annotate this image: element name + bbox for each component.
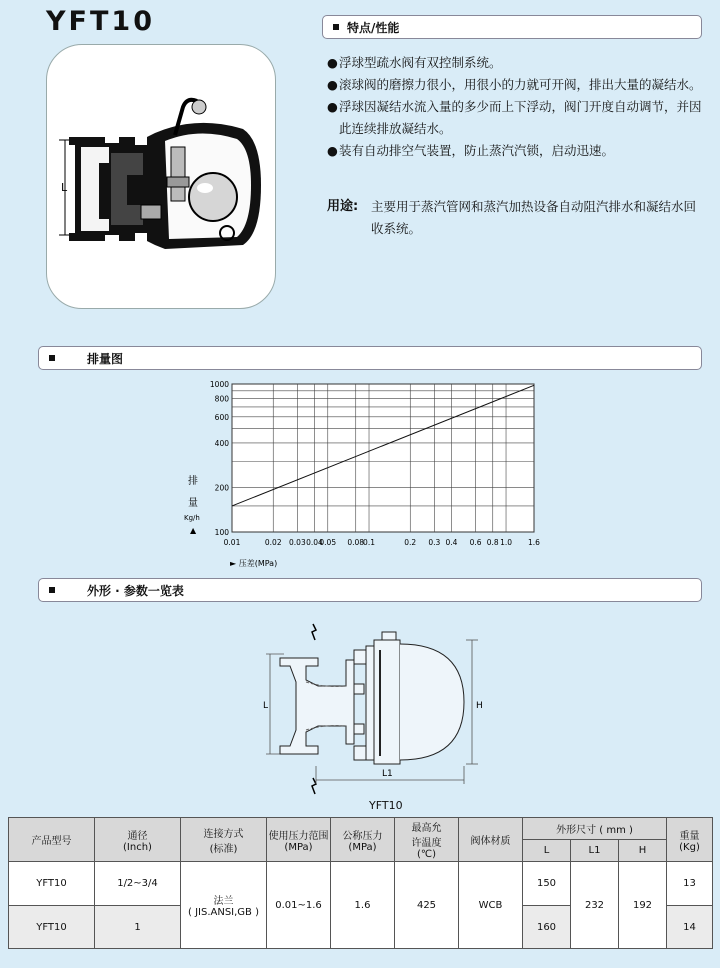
cell-bore: 1/2~3/4 [95, 862, 181, 906]
chart-x-tick-label: 0.2 [404, 538, 417, 547]
bullet-dot: ● [327, 55, 338, 70]
chart-heading: 排量图 [87, 351, 124, 366]
spec-table [8, 817, 713, 949]
chart-y-tick-label: 1000 [209, 380, 229, 389]
chart-y-tick-label: 100 [214, 528, 229, 537]
bullet-square-icon [333, 24, 339, 30]
feature-item: ● 滚球阀的磨擦力很小，用很小的力就可开阀，排出大量的凝结水。 [327, 74, 707, 96]
cell-bore: 1 [95, 906, 181, 949]
th-max-temp: 最高允 许温度 (℃) [395, 818, 459, 862]
drawing-label-l: L [263, 701, 269, 711]
chart-x-tick-label: 0.04 [306, 538, 323, 547]
cell-weight: 13 [667, 862, 713, 906]
features-list [327, 52, 707, 162]
features-heading-bar [322, 15, 702, 39]
cell-weight: 14 [667, 906, 713, 949]
th-weight: 重量 (Kg) [667, 818, 713, 862]
chart-x-tick-label: 0.03 [289, 538, 306, 547]
drawing-label-l1: L1 [382, 769, 393, 779]
th-pressure-range: 使用压力范围 (MPa) [267, 818, 331, 862]
chart-ylabel-char-2: 量 [188, 498, 198, 509]
dimension-drawing [250, 620, 510, 798]
bullet-dot: ● [327, 99, 338, 114]
cell-model: YFT10 [9, 906, 95, 949]
chart-y-tick-label: 800 [214, 394, 229, 404]
discharge-capacity-chart [176, 376, 556, 576]
drawing-caption: YFT10 [369, 799, 403, 812]
bullet-dot: ● [327, 143, 338, 158]
cell-dim-l: 150 [523, 862, 571, 906]
cell-dim-h: 192 [619, 862, 667, 949]
cell-material: WCB [459, 862, 523, 949]
th-dim-l1: L1 [571, 840, 619, 862]
chart-ylabel-char-1: 排 [188, 476, 198, 487]
cell-pressure-range: 0.01~1.6 [267, 862, 331, 949]
th-dim-l: L [523, 840, 571, 862]
usage-block [327, 196, 707, 240]
photo-dim-l: L [61, 181, 68, 194]
th-bore: 通径 (Inch) [95, 818, 181, 862]
th-dim-h: H [619, 840, 667, 862]
cell-max-temp: 425 [395, 862, 459, 949]
cell-dim-l: 160 [523, 906, 571, 949]
chart-x-tick-label: 0.08 [347, 538, 365, 547]
product-title: YFT10 [46, 6, 155, 37]
th-nominal-pressure: 公称压力 (MPa) [331, 818, 395, 862]
chart-x-tick-label: 0.4 [445, 538, 458, 547]
bullet-dot: ● [327, 77, 338, 92]
feature-item: ● 装有自动排空气装置，防止蒸汽汽锁，启动迅速。 [327, 140, 707, 162]
chart-y-tick-label: 600 [214, 412, 229, 422]
bullet-square-icon [49, 355, 55, 361]
cell-connection: 法兰 ( JIS.ANSI,GB ) [181, 862, 267, 949]
th-connection: 连接方式 (标准) [181, 818, 267, 862]
chart-x-tick-label: 0.8 [486, 538, 499, 547]
cell-nominal-pressure: 1.6 [331, 862, 395, 949]
chart-heading-bar [38, 346, 702, 370]
chart-x-tick-label: 0.6 [469, 538, 482, 547]
chart-x-tick-labels [224, 538, 541, 547]
th-material: 阀体材质 [459, 818, 523, 862]
chart-x-tick-label: 1.0 [500, 538, 513, 547]
chart-y-tick-label: 400 [214, 438, 229, 448]
usage-text: 主要用于蒸汽管网和蒸汽加热设备自动阻汽排水和凝结水回收系统。 [371, 199, 697, 236]
table-row [9, 862, 713, 906]
chart-x-tick-label: 0.05 [319, 538, 337, 547]
chart-grid [232, 384, 534, 532]
feature-item: ● 浮球型疏水阀有双控制系统。 [327, 52, 707, 74]
chart-x-tick-label: 0.02 [264, 538, 282, 547]
usage-label: 用途: [327, 199, 359, 214]
chart-ylabel-marker: ▲ [190, 526, 197, 535]
cell-dim-l1: 232 [571, 862, 619, 949]
drawing-label-h: H [476, 701, 483, 711]
th-dims: 外形尺寸 ( mm ) [523, 818, 667, 840]
chart-y-tick-labels [210, 380, 229, 537]
th-model: 产品型号 [9, 818, 95, 862]
features-heading: 特点/性能 [347, 20, 400, 35]
feature-item: ● 浮球因凝结水流入量的多少而上下浮动，阀门开度自动调节，并因此连续排放凝结水。 [327, 96, 707, 140]
dims-heading-bar [38, 578, 702, 602]
chart-y-tick-label: 200 [214, 483, 229, 493]
bullet-square-icon [49, 587, 55, 593]
chart-plot-area [232, 384, 534, 532]
chart-x-tick-label: 1.6 [528, 538, 540, 547]
product-photo [46, 44, 276, 309]
chart-x-tick-label: 0.1 [363, 538, 375, 547]
chart-ylabel-unit: Kg/h [184, 514, 200, 522]
chart-x-tick-label: 0.3 [428, 538, 441, 547]
steam-trap-cutaway-illustration [47, 45, 277, 310]
dims-heading: 外形 · 参数一览表 [87, 583, 184, 598]
chart-xlabel: ► 压差(MPa) [230, 559, 278, 568]
chart-x-tick-label: 0.01 [223, 538, 241, 547]
cell-model: YFT10 [9, 862, 95, 906]
